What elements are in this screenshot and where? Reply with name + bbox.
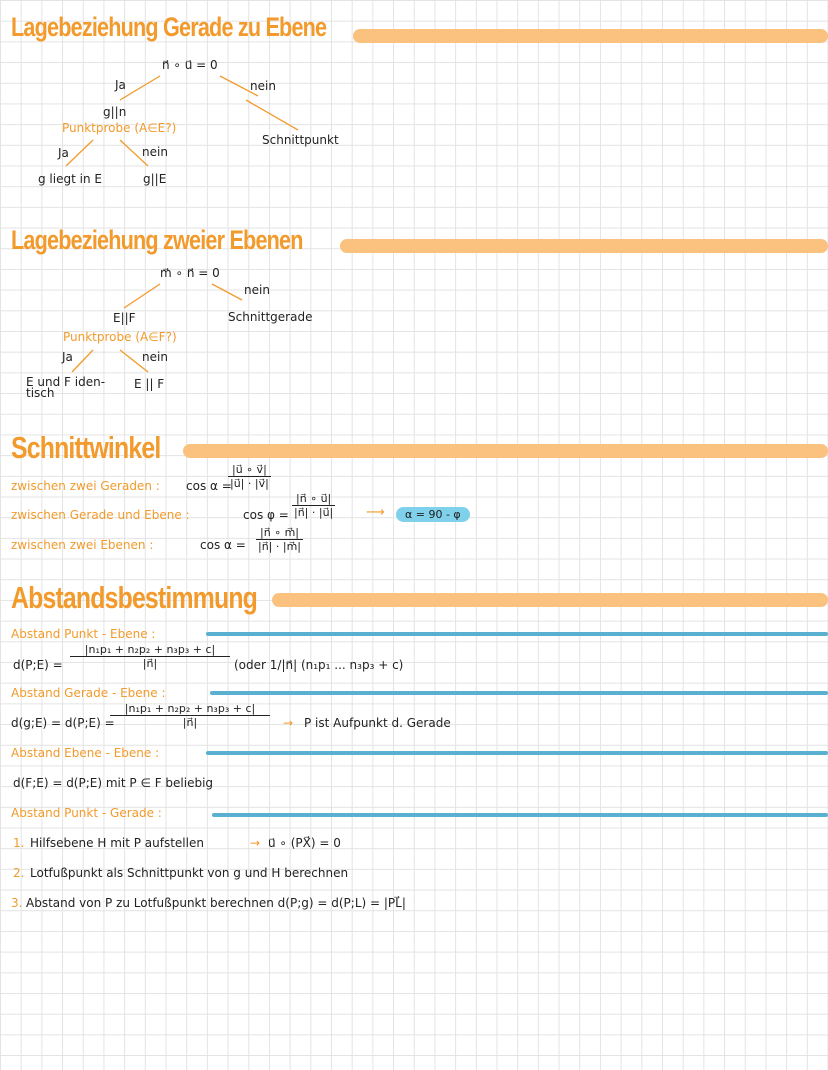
angle-planes-denominator: |n⃗| · |m⃗| [258,540,302,553]
angle-line-plane-numerator: |n⃗ ∘ u⃗| [296,492,332,505]
section2-identical-line1: E und F iden- [26,375,106,389]
step3-number: 3. [11,896,23,910]
section2-identical-label [26,377,105,399]
angle-arrow: ⟶ [366,505,385,520]
distance-plane-plane-underline [206,751,828,755]
section2-parallel2-label: E || F [134,377,165,391]
section2-pointtest-label: Punktprobe (A∈F?) [63,330,177,344]
section1-root-condition: n⃗ ∘ u⃗ = 0 [162,58,218,72]
section2-line-label: Schnittgerade [228,310,313,324]
distance-plane-plane-label: Abstand Ebene - Ebene : [11,746,160,760]
angle-planes-numerator: |n⃗ ∘ m⃗| [260,526,299,539]
angle-planes-fraction [256,526,303,553]
step1-arrow: → [250,836,261,850]
angle-lines-label: zwischen zwei Geraden : [11,479,160,493]
section1-title-bar [353,29,828,43]
section1-pointtest-label: Punktprobe (A∈E?) [62,121,177,135]
section2-title: Lagebeziehung zweier Ebenen [11,225,303,255]
section4-title-bar [272,593,828,607]
angle-complement-pill: α = 90 - φ [396,507,470,522]
angle-line-plane-label: zwischen Gerade und Ebene : [11,508,190,522]
distance-line-plane-denominator: |n⃗| [110,715,270,729]
distance-line-plane-label: Abstand Gerade - Ebene : [11,686,166,700]
distance-line-plane-arrow: → [283,716,294,730]
distance-line-plane-fraction [110,702,270,729]
section2-identical-line2: tisch [26,386,55,400]
distance-point-plane-label: Abstand Punkt - Ebene : [11,627,156,641]
step2-number: 2. [13,866,25,880]
section1-parallel-label: g||n [103,105,127,119]
distance-plane-plane-formula: d(F;E) = d(P;E) mit P ∈ F beliebig [13,776,214,790]
section3-title-bar [183,444,828,458]
step1-text: Hilfsebene H mit P aufstellen [30,836,204,850]
section2-title-bar [340,239,828,253]
section1-no2-label: nein [142,145,168,159]
angle-line-plane-denominator: |n⃗| · |u⃗| [294,506,334,519]
angle-lines-numerator: |u⃗ ∘ v⃗| [232,463,267,476]
distance-line-plane-note: P ist Aufpunkt d. Gerade [304,716,451,730]
angle-line-plane-lhs: cos φ = [243,508,289,522]
angle-planes-label: zwischen zwei Ebenen : [11,538,154,552]
angle-planes-lhs: cos α = [200,538,246,552]
angle-lines-denominator: |u⃗| · |v⃗| [230,477,269,490]
distance-point-line-underline [212,813,828,817]
section1-in-plane-label: g liegt in E [38,172,102,186]
section1-parallel2-label: g||E [143,172,167,186]
section2-root-condition: m⃗ ∘ n⃗ = 0 [160,266,220,280]
section4-title: Abstandsbestimmung [11,580,258,615]
angle-lines-lhs: cos α = [186,479,232,493]
distance-line-plane-underline [210,691,828,695]
distance-point-plane-alt: (oder 1/|n⃗| (n₁p₁ ... n₃p₃ + c) [234,658,404,672]
section1-yes-label: Ja [115,78,126,92]
step2-text: Lotfußpunkt als Schnittpunkt von g und H berechnen [30,866,349,880]
distance-point-plane-lhs: d(P;E) = [13,658,63,672]
distance-point-plane-numerator: |n₁p₁ + n₂p₂ + n₃p₃ + c| [84,643,216,656]
distance-point-plane-underline [206,632,828,636]
step3-text: Abstand von P zu Lotfußpunkt berechnen d(P;g) = d(P;L) = |PL⃗| [26,896,406,910]
distance-line-plane-lhs: d(g;E) = d(P;E) = [11,716,115,730]
distance-point-plane-denominator: |n⃗| [70,656,230,670]
step1-equation: u⃗ ∘ (PX⃗) = 0 [268,836,341,850]
distance-point-plane-fraction [70,643,230,670]
section2-no2-label: nein [142,350,168,364]
angle-lines-fraction [228,463,271,490]
section1-no-label: nein [250,79,276,93]
section1-yes2-label: Ja [58,146,69,160]
section2-no-label: nein [244,283,270,297]
distance-point-line-label: Abstand Punkt - Gerade : [11,806,162,820]
angle-line-plane-fraction [292,492,335,519]
section1-intersect-label: Schnittpunkt [262,133,339,147]
section3-title: Schnittwinkel [11,430,161,465]
section2-parallel-label: E||F [113,311,136,325]
step1-number: 1. [13,836,25,850]
distance-line-plane-numerator: |n₁p₁ + n₂p₂ + n₃p₃ + c| [124,702,256,715]
section1-title: Lagebeziehung Gerade zu Ebene [11,12,327,42]
section2-yes2-label: Ja [62,350,73,364]
